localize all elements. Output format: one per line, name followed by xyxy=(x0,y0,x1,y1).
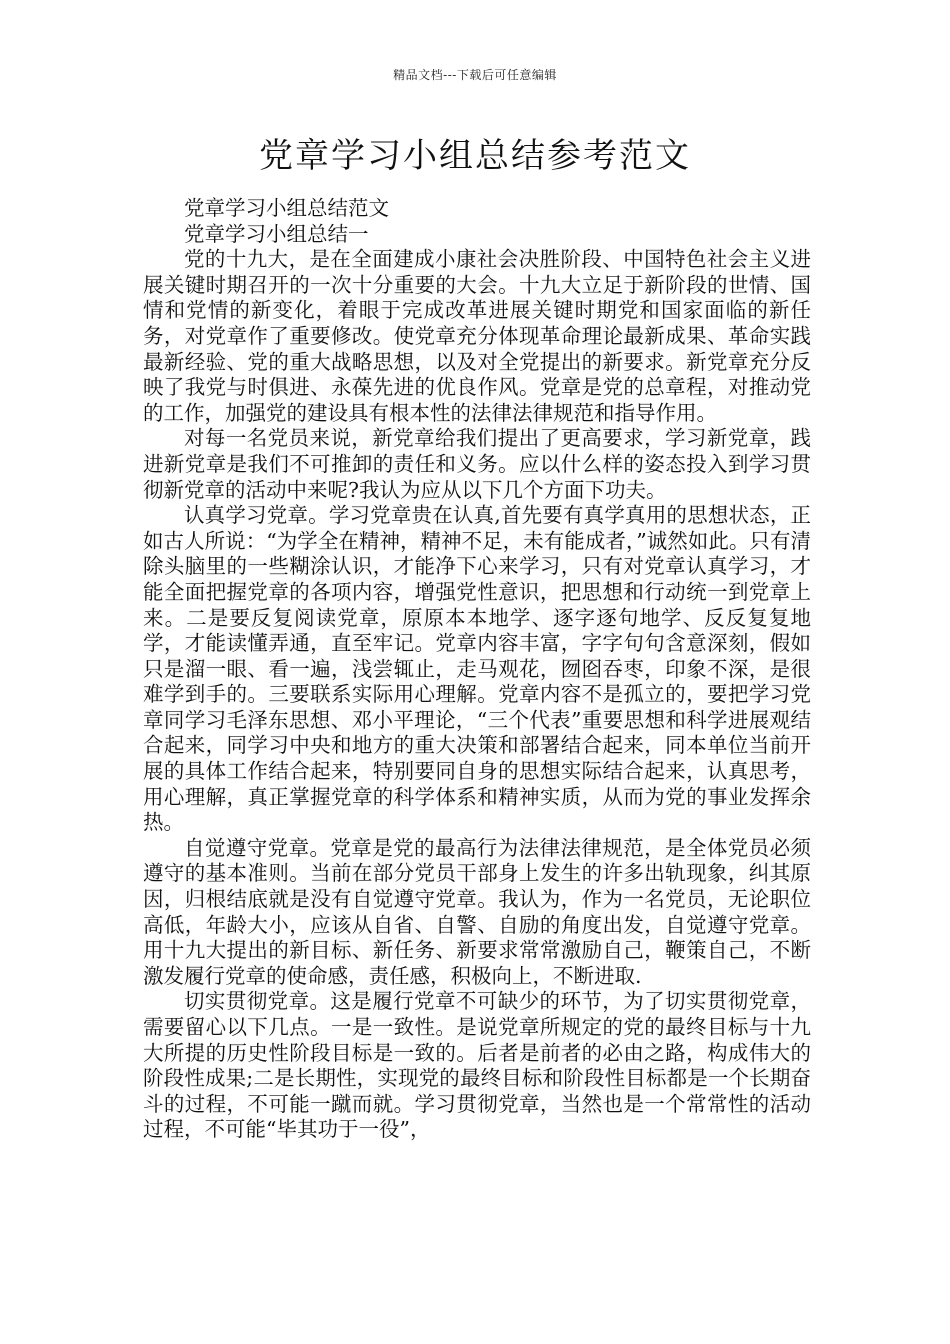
document-body xyxy=(143,196,811,1143)
document-title: 党章学习小组总结参考范文 xyxy=(259,136,691,176)
header-note: 精品文档---下载后可任意编辑 xyxy=(393,68,557,82)
body-paragraph: 切实贯彻党章。这是履行党章不可缺少的环节，为了切实贯彻党章，需要留心以下几点。一是一致性。是说党章所规定的党的最终目标与十九大所提的历史性阶段目标是一致的。后者是前者的必由之路，构成伟大的阶段性成果;二是长期性，实现党的最终目标和阶段性目标都是一个长期奋斗的过程，不可能一蹴而就。学习贯彻党章，当然也是一个常常性的活动过程，不可能“毕其功于一役”， xyxy=(143,989,811,1142)
body-paragraph: 自觉遵守党章。党章是党的最高行为法律法律规范，是全体党员必须遵守的基本准则。当前在部分党员干部身上发生的许多出轨现象，纠其原因，归根结底就是没有自觉遵守党章。我认为，作为一名党员，无论职位高低，年龄大小，应该从自省、自警、自励的角度出发，自觉遵守党章。用十九大提出的新目标、新任务、新要求常常激励自己，鞭策自己，不断激发履行党章的使命感，责任感，积极向上，不断进取. xyxy=(143,835,811,988)
body-paragraph: 对每一名党员来说，新党章给我们提出了更高要求，学习新党章，践进新党章是我们不可推卸的责任和义务。应以什么样的姿态投入到学习贯彻新党章的活动中来呢?我认为应从以下几个方面下功夫。 xyxy=(143,426,811,502)
subtitle-paragraph: 党章学习小组总结范文 xyxy=(184,196,389,220)
section-heading-paragraph: 党章学习小组总结一 xyxy=(184,221,369,246)
body-paragraph: 认真学习党章。学习党章贵在认真,首先要有真学真用的思想状态，正如古人所说：“为学全在精神，精神不足，未有能成者，”诚然如此。只有清除头脑里的一些糊涂认识，才能净下心来学习，只有对党章认真学习，才能全面把握党章的各项内容，增强党性意识，把思想和行动统一到党章上来。二是要反复阅读党章，原原本本地学、逐字逐句地学、反反复复地学，才能读懂弄通，直至牢记。党章内容丰富，字字句句含意深刻，假如只是溜一眼、看一遍，浅尝辄止，走马观花，囫囵吞枣，印象不深，是很难学到手的。三要联系实际用心理解。党章内容不是孤立的，要把学习党章同学习毛泽东思想、邓小平理论，“三个代表”重要思想和科学进展观结合起来，同学习中央和地方的重大决策和部署结合起来，同本单位当前开展的具体工作结合起来，特别要同自身的思想实际结合起来，认真思考，用心理解，真正掌握党章的科学体系和精神实质，从而为党的事业发挥余热。 xyxy=(143,503,811,835)
body-paragraph: 党的十九大，是在全面建成小康社会决胜阶段、中国特色社会主义进展关键时期召开的一次十分重要的大会。十九大立足于新阶段的世情、国情和党情的新变化，着眼于完成改革进展关键时期党和国家面临的新任务，对党章作了重要修改。使党章充分体现革命理论最新成果、革命实践最新经验、党的重大战略思想，以及对全党提出的新要求。新党章充分反映了我党与时俱进、永葆先进的优良作风。党章是党的总章程，对推动党的工作，加强党的建设具有根本性的法律法律规范和指导作用。 xyxy=(143,247,811,425)
